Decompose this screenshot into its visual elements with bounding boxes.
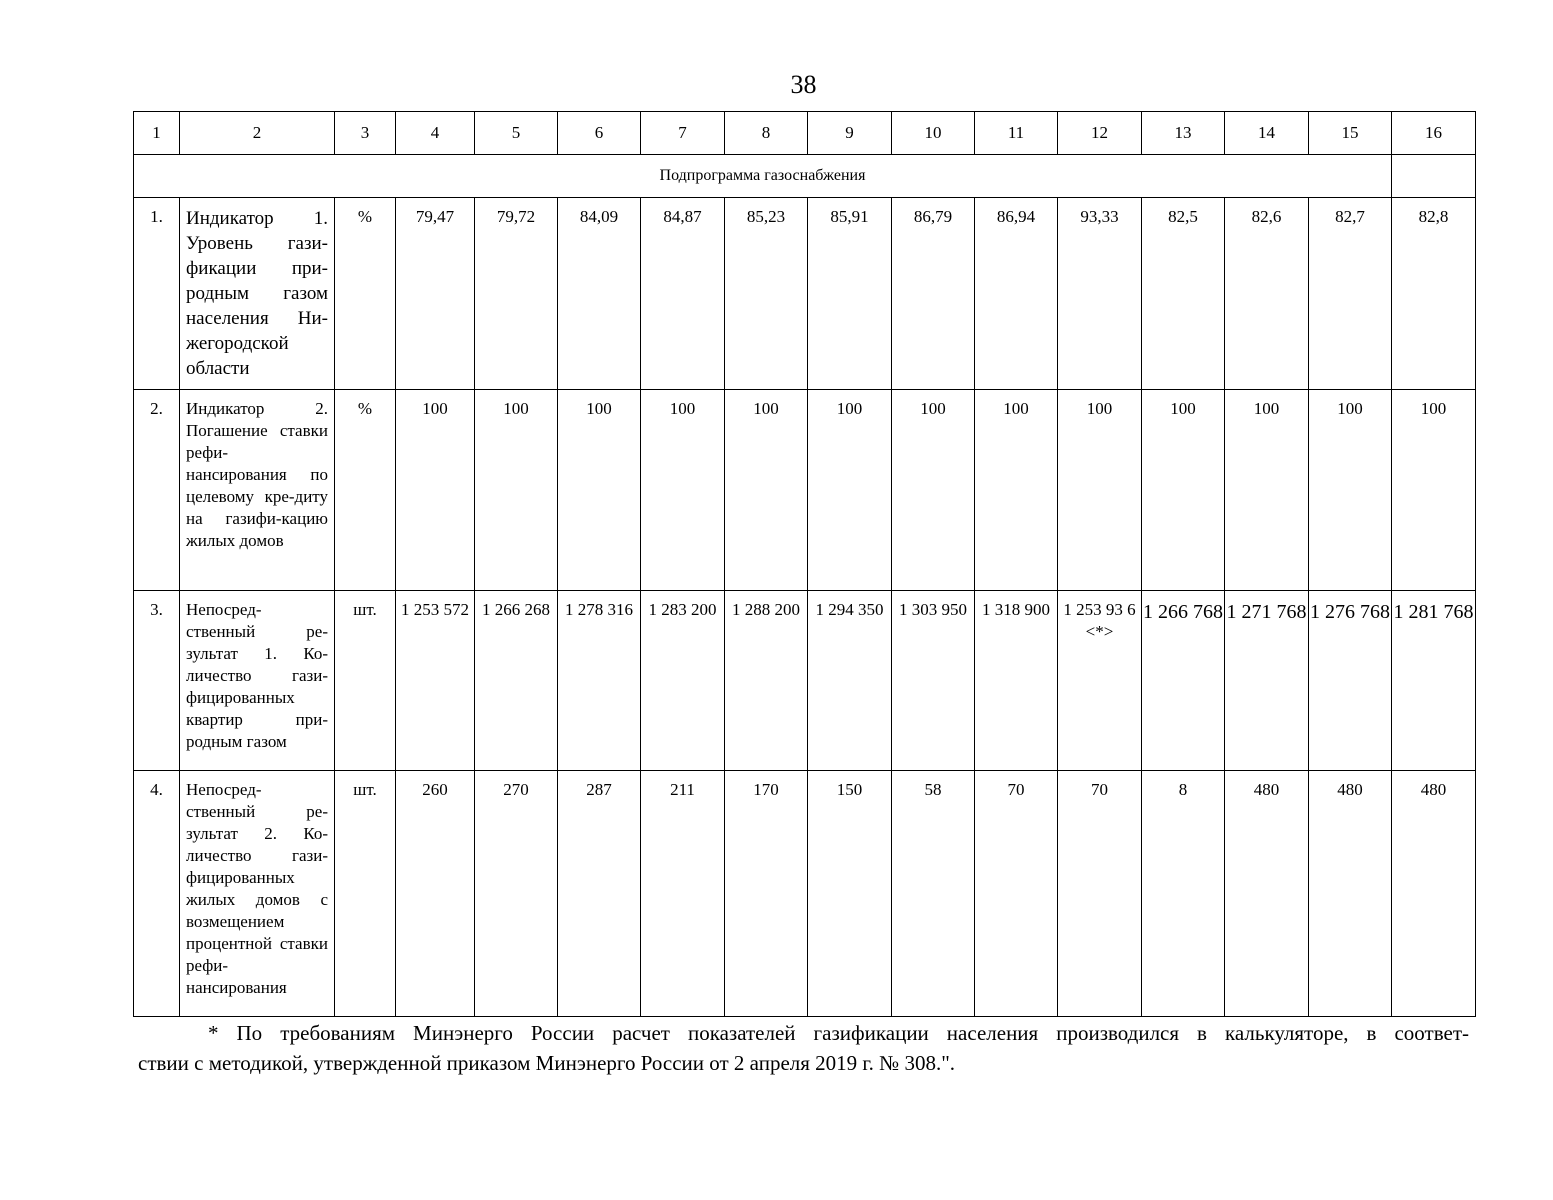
row-value: 86,94 xyxy=(975,198,1058,390)
table-row xyxy=(134,771,1476,1017)
row-value: 100 xyxy=(892,390,975,591)
row-value: 287 xyxy=(558,771,641,1017)
table-row xyxy=(134,591,1476,771)
name-line: Уровень гази- xyxy=(186,233,328,254)
row-value: 79,72 xyxy=(475,198,558,390)
name-line: фицированных xyxy=(186,688,295,707)
name-line: возмещением xyxy=(186,912,285,931)
row-value: 85,23 xyxy=(725,198,808,390)
row-value: 8 xyxy=(1142,771,1225,1017)
row-value: 480 xyxy=(1225,771,1309,1017)
row-name xyxy=(180,591,335,771)
name-line: личество гази- xyxy=(186,846,328,865)
row-value: 84,09 xyxy=(558,198,641,390)
row-value: 82,5 xyxy=(1142,198,1225,390)
row-value: 84,87 xyxy=(641,198,725,390)
name-line: целевому кре- xyxy=(186,487,295,506)
row-unit: % xyxy=(335,198,396,390)
row-name xyxy=(180,198,335,390)
row-value: 1 278 316 xyxy=(558,591,641,771)
row-value: 480 xyxy=(1309,771,1392,1017)
header-cell: 14 xyxy=(1225,112,1309,155)
header-cell: 5 xyxy=(475,112,558,155)
name-line: Индикатор 1. xyxy=(186,208,328,229)
name-line: жегородской xyxy=(186,333,289,354)
header-cell: 12 xyxy=(1058,112,1142,155)
name-line: родным газом xyxy=(186,732,287,751)
name-line: родным газом xyxy=(186,283,328,304)
name-line: Непосред- xyxy=(186,780,262,799)
header-cell: 4 xyxy=(396,112,475,155)
row-value: 100 xyxy=(808,390,892,591)
row-value: 1 266 768 xyxy=(1142,591,1225,771)
footnote xyxy=(138,1018,1469,1078)
row-value: 480 xyxy=(1392,771,1476,1017)
row-value: 260 xyxy=(396,771,475,1017)
row-number: 3. xyxy=(134,591,180,771)
row-number: 2. xyxy=(134,390,180,591)
header-cell: 10 xyxy=(892,112,975,155)
row-value: 150 xyxy=(808,771,892,1017)
row-value: 100 xyxy=(1142,390,1225,591)
row-value: 1 318 900 xyxy=(975,591,1058,771)
header-cell: 3 xyxy=(335,112,396,155)
row-value: 100 xyxy=(475,390,558,591)
row-value: 82,6 xyxy=(1225,198,1309,390)
row-value: 100 xyxy=(975,390,1058,591)
row-value: 1 266 268 xyxy=(475,591,558,771)
row-value: 70 xyxy=(1058,771,1142,1017)
name-line: диту на газифи- xyxy=(186,487,328,528)
row-value: 85,91 xyxy=(808,198,892,390)
name-line: нансирования xyxy=(186,978,287,997)
name-line: ственный ре- xyxy=(186,622,328,641)
row-value: 70 xyxy=(975,771,1058,1017)
header-cell: 15 xyxy=(1309,112,1392,155)
row-value: 100 xyxy=(1058,390,1142,591)
name-line: области xyxy=(186,358,250,379)
header-cell: 16 xyxy=(1392,112,1476,155)
row-name xyxy=(180,771,335,1017)
name-line: жилых домов с xyxy=(186,890,328,909)
row-value: 100 xyxy=(396,390,475,591)
name-line: ставки рефи- xyxy=(186,934,328,975)
row-value: 100 xyxy=(1225,390,1309,591)
footnote-line: * По требованиям Минэнерго России расчет показателей газификации населения производился в калькуляторе, в соответ- xyxy=(208,1021,1469,1045)
table-row xyxy=(134,390,1476,591)
subprogram-row xyxy=(134,155,1476,198)
header-cell: 2 xyxy=(180,112,335,155)
header-cell: 8 xyxy=(725,112,808,155)
row-value: 100 xyxy=(1392,390,1476,591)
row-value: 211 xyxy=(641,771,725,1017)
indicators-table xyxy=(133,111,1476,1017)
row-value: 100 xyxy=(558,390,641,591)
subprogram-title: Подпрограмма газоснабжения xyxy=(134,155,1392,198)
name-line: квартир при- xyxy=(186,710,328,729)
row-value: 100 xyxy=(1309,390,1392,591)
name-line: ственный ре- xyxy=(186,802,328,821)
row-value: 1 276 768 xyxy=(1309,591,1392,771)
row-value: 1 253 572 xyxy=(396,591,475,771)
header-cell: 1 xyxy=(134,112,180,155)
footnote-line: ствии с методикой, утвержденной приказом Минэнерго России от 2 апреля 2019 г. № 308.". xyxy=(138,1051,956,1075)
name-line: Непосред- xyxy=(186,600,262,619)
name-line: зультат 1. Ко- xyxy=(186,644,328,663)
name-line: Индикатор 2. xyxy=(186,399,328,418)
row-value: 1 294 350 xyxy=(808,591,892,771)
row-value: 58 xyxy=(892,771,975,1017)
header-row xyxy=(134,112,1476,155)
row-value: 100 xyxy=(641,390,725,591)
name-line: нансирования по xyxy=(186,465,328,484)
header-cell: 6 xyxy=(558,112,641,155)
row-value: 100 xyxy=(725,390,808,591)
row-value: 86,79 xyxy=(892,198,975,390)
name-line: процентной xyxy=(186,934,272,953)
empty-cell xyxy=(1392,155,1476,198)
row-unit: % xyxy=(335,390,396,591)
row-value: 82,7 xyxy=(1309,198,1392,390)
name-line: ставки рефи- xyxy=(186,421,328,462)
header-cell: 9 xyxy=(808,112,892,155)
row-value: 1 283 200 xyxy=(641,591,725,771)
row-value: 93,33 xyxy=(1058,198,1142,390)
row-value: 79,47 xyxy=(396,198,475,390)
row-value: 1 288 200 xyxy=(725,591,808,771)
row-unit: шт. xyxy=(335,591,396,771)
name-line: личество гази- xyxy=(186,666,328,685)
name-line: фикации при- xyxy=(186,258,328,279)
header-cell: 11 xyxy=(975,112,1058,155)
name-line: зультат 2. Ко- xyxy=(186,824,328,843)
name-line: населения Ни- xyxy=(186,308,328,329)
name-line: фицированных xyxy=(186,868,295,887)
row-value: 82,8 xyxy=(1392,198,1476,390)
row-number: 1. xyxy=(134,198,180,390)
row-value: 1 281 768 xyxy=(1392,591,1476,771)
header-cell: 7 xyxy=(641,112,725,155)
row-value: 170 xyxy=(725,771,808,1017)
name-line: кацию жилых xyxy=(186,509,328,550)
header-cell: 13 xyxy=(1142,112,1225,155)
name-line: домов xyxy=(239,531,284,550)
row-value: 270 xyxy=(475,771,558,1017)
page-number: 38 xyxy=(790,70,817,99)
row-unit: шт. xyxy=(335,771,396,1017)
name-line: Погашение xyxy=(186,421,268,440)
row-value: 1 303 950 xyxy=(892,591,975,771)
row-value: 1 271 768 xyxy=(1225,591,1309,771)
table-row xyxy=(134,198,1476,390)
row-value: 1 253 93 6 <*> xyxy=(1058,591,1142,771)
row-name xyxy=(180,390,335,591)
row-number: 4. xyxy=(134,771,180,1017)
